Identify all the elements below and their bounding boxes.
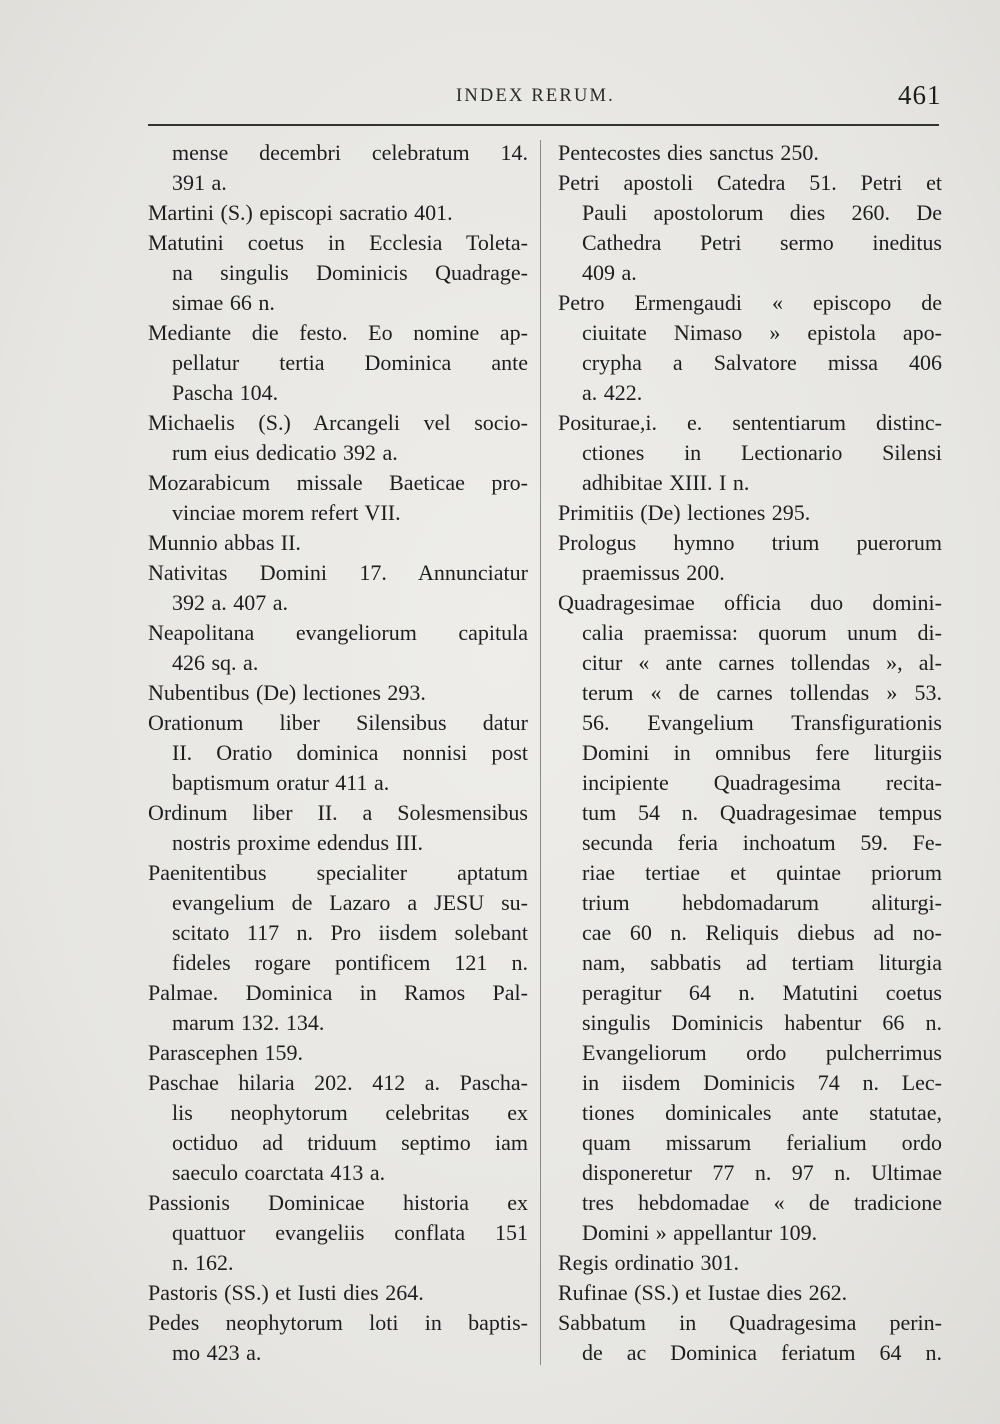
index-entry-line: Primitiis (De) lectiones 295.: [558, 500, 811, 525]
index-entry-continuation: tiones dominicales ante statutae,: [582, 1100, 942, 1125]
index-entry-line: Mozarabicum missale Baeticae pro-: [148, 470, 528, 495]
index-entry-continuation: ctiones in Lectionario Silensi: [582, 440, 942, 465]
index-entry-continuation: Pascha 104.: [172, 380, 279, 405]
index-entry-line: Neapolitana evangeliorum capitula: [148, 620, 528, 645]
index-entry-line: Nativitas Domini 17. Annunciatur: [148, 560, 528, 585]
index-entry-continuation: na singulis Dominicis Quadrage-: [172, 260, 528, 285]
index-entry-continuation: marum 132. 134.: [172, 1010, 325, 1035]
index-entry-continuation: quam missarum ferialium ordo: [582, 1130, 942, 1155]
index-entry-continuation: crypha a Salvatore missa 406: [582, 350, 942, 375]
index-entry-continuation: Domini in omnibus fere liturgiis: [582, 740, 942, 765]
index-column-left: [148, 138, 528, 1368]
index-entry-line: Munnio abbas II.: [148, 530, 301, 555]
index-entry-continuation: 391 a.: [172, 170, 227, 195]
index-entry-continuation: tum 54 n. Quadragesimae tempus: [582, 800, 942, 825]
index-entry-line: Orationum liber Silensibus datur: [148, 710, 528, 735]
index-entry-continuation: pellatur tertia Dominica ante: [172, 350, 528, 375]
index-entry-continuation: tres hebdomadae « de tradicione: [582, 1190, 942, 1215]
index-entry-line: Palmae. Dominica in Ramos Pal-: [148, 980, 528, 1005]
index-entry-line: Quadragesimae officia duo domini-: [558, 590, 942, 615]
index-entry-continuation: 409 a.: [582, 260, 637, 285]
index-entry-continuation: ciuitate Nimaso » epistola apo-: [582, 320, 942, 345]
index-entry-continuation: a. 422.: [582, 380, 643, 405]
index-entry-line: Michaelis (S.) Arcangeli vel socio-: [148, 410, 528, 435]
index-entry-continuation: simae 66 n.: [172, 290, 275, 315]
index-entry-continuation: riae tertiae et quintae priorum: [582, 860, 942, 885]
index-entry-continuation: mo 423 a.: [172, 1340, 262, 1365]
index-entry-continuation: citur « ante carnes tollendas », al-: [582, 650, 942, 675]
index-entry-continuation: n. 162.: [172, 1250, 234, 1275]
index-entry-line: Martini (S.) episcopi sacratio 401.: [148, 200, 453, 225]
index-entry-continuation: scitato 117 n. Pro iisdem solebant: [172, 920, 528, 945]
index-entry-continuation: de ac Dominica feriatum 64 n.: [582, 1340, 942, 1365]
index-entry-continuation: 392 a. 407 a.: [172, 590, 289, 615]
index-entry-line: Paschae hilaria 202. 412 a. Pascha-: [148, 1070, 528, 1095]
column-divider: [540, 140, 541, 1365]
index-entry-continuation: peragitur 64 n. Matutini coetus: [582, 980, 942, 1005]
index-entry-continuation: II. Oratio dominica nonnisi post: [172, 740, 528, 765]
index-entry-continuation: baptismum oratur 411 a.: [172, 770, 390, 795]
index-entry-continuation: evangelium de Lazaro a JESU su-: [172, 890, 528, 915]
index-entry-continuation: saeculo coarctata 413 a.: [172, 1160, 386, 1185]
index-entry-line: Prologus hymno trium puerorum: [558, 530, 942, 555]
index-entry-continuation: singulis Dominicis habentur 66 n.: [582, 1010, 942, 1035]
index-entry-line: Pastoris (SS.) et Iusti dies 264.: [148, 1280, 424, 1305]
index-entry-continuation: rum eius dedicatio 392 a.: [172, 440, 398, 465]
index-entry-line: Ordinum liber II. a Solesmensibus: [148, 800, 528, 825]
index-entry-continuation: trium hebdomadarum aliturgi-: [582, 890, 942, 915]
index-entry-line: Paenitentibus specialiter aptatum: [148, 860, 528, 885]
index-entry-continuation: nam, sabbatis ad tertiam liturgia: [582, 950, 942, 975]
index-entry-line: Petro Ermengaudi « episcopo de: [558, 290, 942, 315]
index-entry-line: Sabbatum in Quadragesima perin-: [558, 1310, 942, 1335]
index-entry-line: Nubentibus (De) lectiones 293.: [148, 680, 426, 705]
index-entry-line: Mediante die festo. Eo nomine ap-: [148, 320, 528, 345]
index-entry-continuation: fideles rogare pontificem 121 n.: [172, 950, 528, 975]
index-entry-line: Passionis Dominicae historia ex: [148, 1190, 528, 1215]
index-entry-continuation: vinciae morem refert VII.: [172, 500, 401, 525]
index-entry-continuation: terum « de carnes tollendas » 53.: [582, 680, 942, 705]
index-entry-continuation: lis neophytorum celebritas ex: [172, 1100, 528, 1125]
index-entry-continuation: Cathedra Petri sermo ineditus: [582, 230, 942, 255]
index-column-right: [558, 138, 942, 1368]
index-entry-continuation: in iisdem Dominicis 74 n. Lec-: [582, 1070, 942, 1095]
index-entry-continuation: cae 60 n. Reliquis diebus ad no-: [582, 920, 942, 945]
index-entry-continuation: octiduo ad triduum septimo iam: [172, 1130, 528, 1155]
index-entry-line: Regis ordinatio 301.: [558, 1250, 740, 1275]
index-entry-continuation: 56. Evangelium Transfigurationis: [582, 710, 942, 735]
index-entry-line: Petri apostoli Catedra 51. Petri et: [558, 170, 942, 195]
index-entry-line: Pedes neophytorum loti in baptis-: [148, 1310, 528, 1335]
running-head: INDEX RERUM.: [456, 86, 615, 106]
index-entry-continuation: calia praemissa: quorum unum di-: [582, 620, 942, 645]
index-entry-line: Rufinae (SS.) et Iustae dies 262.: [558, 1280, 848, 1305]
page-number: 461: [898, 80, 942, 110]
index-entry-continuation: adhibitae XIII. I n.: [582, 470, 750, 495]
index-entry-continuation: disponeretur 77 n. 97 n. Ultimae: [582, 1160, 942, 1185]
index-entry-continuation: quattuor evangeliis conflata 151: [172, 1220, 528, 1245]
index-entry-continuation: praemissus 200.: [582, 560, 725, 585]
index-entry-continuation: mense decembri celebratum 14.: [172, 140, 528, 165]
index-entry-continuation: secunda feria inchoatum 59. Fe-: [582, 830, 942, 855]
index-entry-line: Positurae,i. e. sententiarum distinc-: [558, 410, 942, 435]
header-rule: [148, 124, 939, 126]
index-entry-continuation: Domini » appellantur 109.: [582, 1220, 818, 1245]
index-entry-continuation: nostris proxime edendus III.: [172, 830, 424, 855]
index-entry-continuation: incipiente Quadragesima recita-: [582, 770, 942, 795]
index-entry-continuation: Evangeliorum ordo pulcherrimus: [582, 1040, 942, 1065]
index-entry-continuation: Pauli apostolorum dies 260. De: [582, 200, 942, 225]
index-entry-line: Pentecostes dies sanctus 250.: [558, 140, 819, 165]
index-entry-continuation: 426 sq. a.: [172, 650, 259, 675]
index-entry-line: Parascephen 159.: [148, 1040, 303, 1065]
index-entry-line: Matutini coetus in Ecclesia Toleta-: [148, 230, 528, 255]
